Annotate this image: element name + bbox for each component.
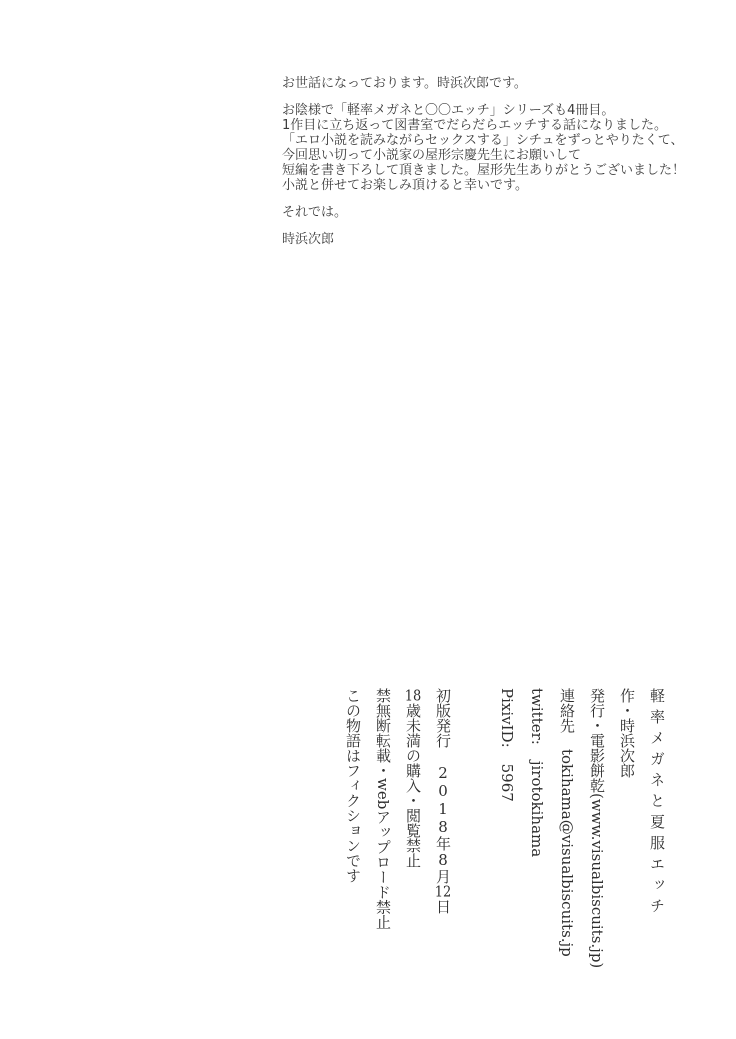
- twitter-line: [522, 688, 552, 983]
- contact-line: [552, 688, 582, 983]
- afterword-greeting: お世話になっております。時浜次郎です。: [282, 76, 527, 91]
- afterword-body-line: 「エロ小説を読みながらセックスする」シチュをずっとやりたくて、: [282, 133, 684, 148]
- author-line: 作・時浜次郎: [618, 688, 636, 778]
- afterword-body-line: 短編を書き下ろして頂きました。屋形先生ありがとうございました！: [282, 163, 686, 178]
- fiction-notice-line: この物語はフィクションです: [344, 688, 362, 883]
- first-edition-label: 初版発行: [434, 688, 452, 748]
- afterword-body: [282, 103, 685, 193]
- afterword-closing: それでは。: [282, 205, 348, 220]
- afterword-signature: 時浜次郎: [282, 232, 335, 247]
- twitter-handle: jirotokihama: [528, 760, 546, 858]
- colophon-block: [338, 688, 672, 983]
- first-edition-line: [428, 688, 458, 983]
- pixiv-line: [492, 688, 522, 983]
- edition-month: 8: [434, 851, 452, 869]
- pixiv-label: PixivID:: [498, 688, 516, 748]
- edition-day-unit: 日: [434, 899, 452, 914]
- contact-email: tokihama@visualbiscuits.jp: [558, 749, 576, 957]
- twitter-label: twitter:: [528, 688, 546, 745]
- afterword-body-line: お陰様で「軽率メガネと〇〇エッチ」シリーズも4冊目。: [282, 103, 615, 118]
- publisher-line: 発行・電影餅乾(www.visualbiscuits.jp): [588, 688, 606, 969]
- age-restriction-line: [398, 688, 428, 983]
- book-title: 軽率メガネと夏服エッチ: [648, 688, 666, 919]
- age-restriction-text: 歳未満の購入・閲覧禁止: [404, 703, 422, 868]
- pixiv-id: 5967: [498, 763, 516, 802]
- age-restriction-number: 18: [404, 688, 422, 703]
- afterword-text-block: [282, 76, 685, 259]
- afterword-body-line: 今回思い切って小説家の屋形宗慶先生にお願いして: [282, 148, 582, 163]
- edition-year: 2018: [434, 764, 452, 836]
- contact-label: 連絡先: [558, 688, 576, 733]
- edition-month-unit: 月: [434, 869, 452, 884]
- afterword-body-line: 1作目に立ち返って図書室でだらだらエッチする話になりました。: [282, 118, 668, 133]
- afterword-body-line: 小説と併せてお楽しみ頂けると幸いです。: [282, 178, 528, 193]
- edition-year-unit: 年: [434, 836, 452, 851]
- no-reproduction-line: 禁無断転載・webアップロード禁止: [374, 688, 392, 930]
- edition-day: 12: [434, 884, 452, 899]
